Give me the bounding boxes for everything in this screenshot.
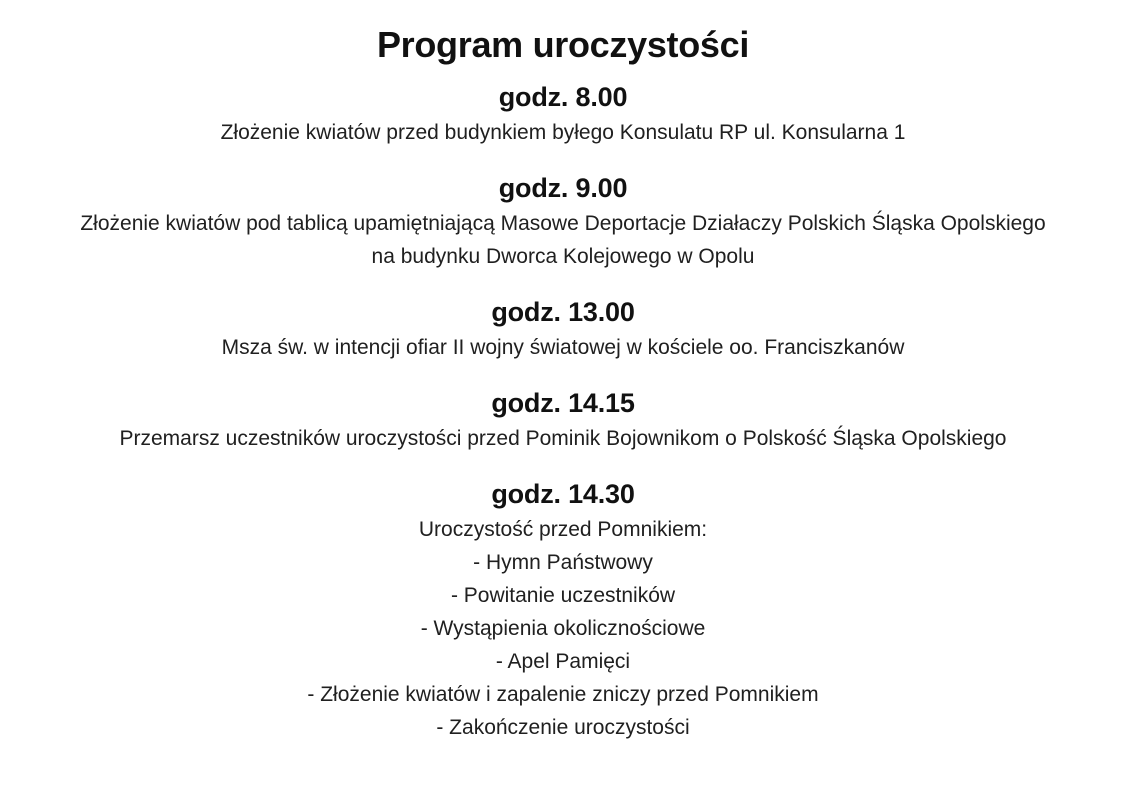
schedule-list-item: - Apel Pamięci [495,650,631,673]
schedule-time: godz. 8.00 [498,82,628,112]
schedule-section-1300 [0,293,1126,364]
schedule-list-item: - Wystąpienia okolicznościowe [420,617,706,640]
schedule-list-item: - Hymn Państwowy [473,551,653,574]
schedule-description: Złożenie kwiatów pod tablicą upamiętniającą Masowe Deportacje Działaczy Polskich Śląska Opolskiego [80,212,1046,235]
schedule-description: na budynku Dworca Kolejowego w Opolu [371,245,755,268]
schedule-list-item: - Złożenie kwiatów i zapalenie zniczy przed Pomnikiem [307,683,819,706]
schedule-section-1430 [0,475,1126,744]
schedule-section-1415 [0,384,1126,455]
page-title: Program uroczystości [376,24,750,65]
schedule-time: godz. 9.00 [498,173,628,203]
schedule-description: Złożenie kwiatów przed budynkiem byłego Konsulatu RP ul. Konsularna 1 [220,121,906,144]
schedule-time: godz. 14.30 [491,479,635,509]
schedule-list-item: - Zakończenie uroczystości [436,716,690,739]
schedule-list-item: - Powitanie uczestników [450,584,676,607]
schedule-description: Msza św. w intencji ofiar II wojny światowej w kościele oo. Franciszkanów [221,336,905,359]
schedule-description: Przemarsz uczestników uroczystości przed Pominik Bojownikom o Polskość Śląska Opolskiego [119,427,1007,450]
schedule-time: godz. 14.15 [491,388,635,418]
schedule-description: Uroczystość przed Pomnikiem: [418,518,708,541]
schedule-section-0800 [0,78,1126,149]
schedule-section-0900 [0,169,1126,273]
schedule-time: godz. 13.00 [491,297,635,327]
